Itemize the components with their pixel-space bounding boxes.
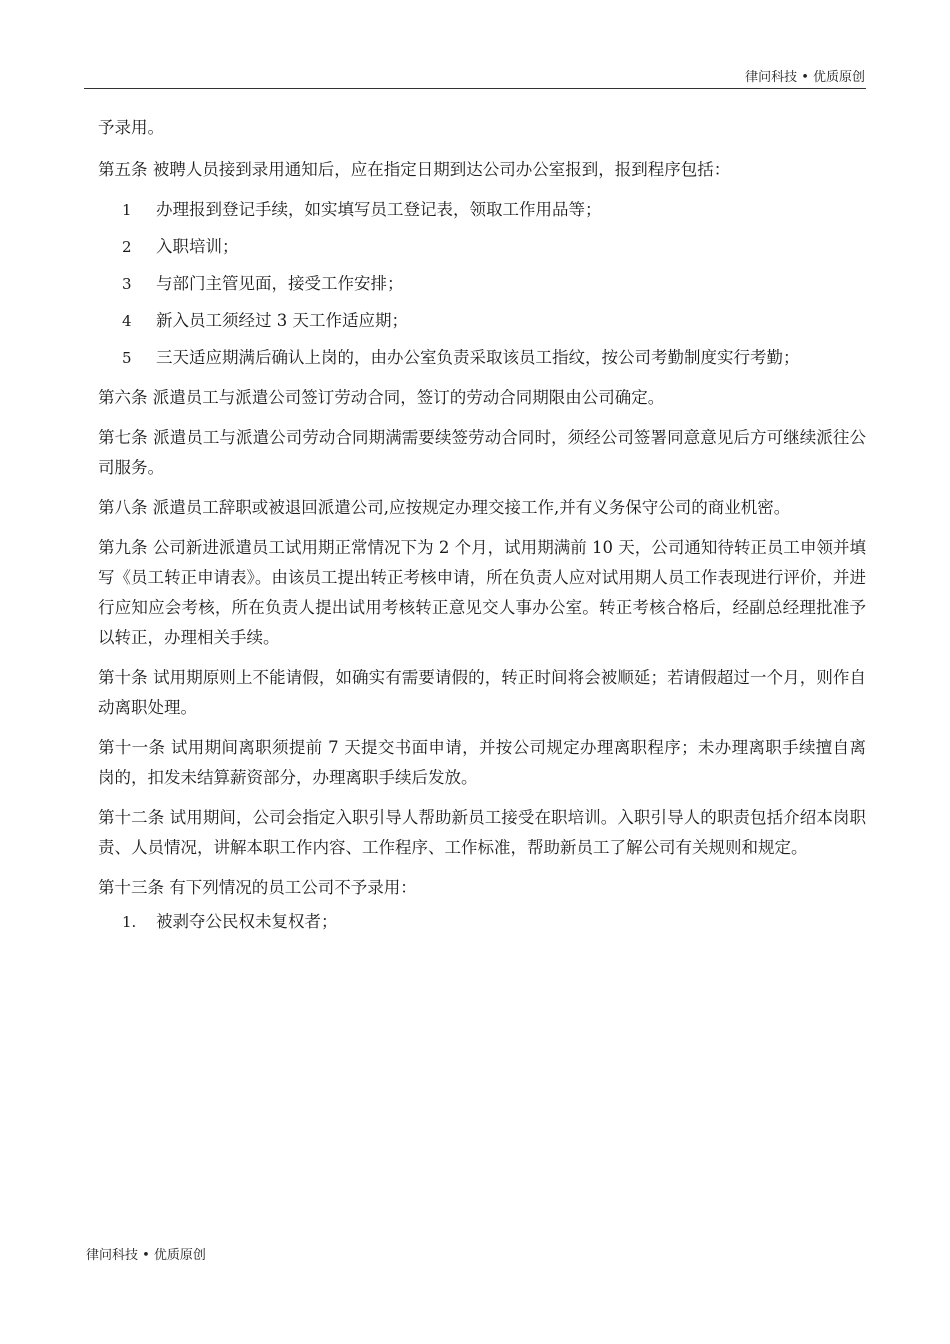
list-item-number: 4: [122, 312, 132, 330]
list-item: [98, 269, 866, 299]
list-item-number: 3: [122, 275, 132, 293]
list-item-text: 新入员工须经过 3 天工作适应期；: [156, 311, 408, 330]
article-9: 第九条 公司新进派遣员工试用期正常情况下为 2 个月，试用期满前 10 天，公司通知待转正员工申领并填写《员工转正申请表》。由该员工提出转正考核申请，所在负责人应对试用期人员工作表现进行评价，并进行应知应会考核，所在负责人提出试用考核转正意见交人事办公室。转正考核合格后，经副总经理批准予以转正，办理相关手续。: [98, 538, 866, 647]
list-item: [98, 195, 866, 225]
list-item-text: 被剥夺公民权未复权者；: [156, 912, 338, 931]
article-5: 第五条 被聘人员接到录用通知后，应在指定日期到达公司办公室报到，报到程序包括：: [98, 160, 731, 179]
list-item: [98, 306, 866, 336]
document-body: [98, 113, 866, 947]
article-8: 第八条 派遣员工辞职或被退回派遣公司,应按规定办理交接工作,并有义务保守公司的商业机密。: [98, 498, 791, 517]
intro-paragraph: 予录用。: [98, 118, 164, 137]
header-divider: [84, 88, 866, 89]
list-item-number: 1.: [122, 913, 137, 931]
list-item-text: 三天适应期满后确认上岗的，由办公室负责采取该员工指纹，按公司考勤制度实行考勤；: [156, 348, 800, 367]
list-item-number: 2: [122, 238, 132, 256]
list-item: [98, 232, 866, 262]
article-6: 第六条 派遣员工与派遣公司签订劳动合同，签订的劳动合同期限由公司确定。: [98, 388, 665, 407]
list-item-text: 办理报到登记手续，如实填写员工登记表，领取工作用品等；: [156, 200, 602, 219]
article-12: 第十二条 试用期间，公司会指定入职引导人帮助新员工接受在职培训。入职引导人的职责包括介绍本岗职责、人员情况，讲解本职工作内容、工作程序、工作标准，帮助新员工了解公司有关规则和规定。: [98, 808, 866, 857]
list-item-text: 入职培训；: [156, 237, 239, 256]
list-item-text: 与部门主管见面，接受工作安排；: [156, 274, 404, 293]
list-item: [98, 907, 866, 937]
list-item: [98, 343, 866, 373]
list-item-number: 1: [122, 201, 132, 219]
article-13: 第十三条 有下列情况的员工公司不予录用：: [98, 878, 417, 897]
article-11: 第十一条 试用期间离职须提前 7 天提交书面申请，并按公司规定办理离职程序；未办理离职手续擅自离岗的，扣发未结算薪资部分，办理离职手续后发放。: [98, 738, 866, 787]
article-7: 第七条 派遣员工与派遣公司劳动合同期满需要续签劳动合同时，须经公司签署同意意见后方可继续派往公司服务。: [98, 428, 866, 477]
footer-brand: 律问科技 • 优质原创: [86, 1248, 206, 1263]
list-item-number: 5: [122, 349, 132, 367]
article-13-list: [98, 907, 866, 937]
article-10: 第十条 试用期原则上不能请假，如确实有需要请假的，转正时间将会被顺延；若请假超过一个月，则作自动离职处理。: [98, 668, 866, 717]
header-brand: 律问科技 • 优质原创: [745, 70, 865, 85]
article-5-list: [98, 195, 866, 373]
